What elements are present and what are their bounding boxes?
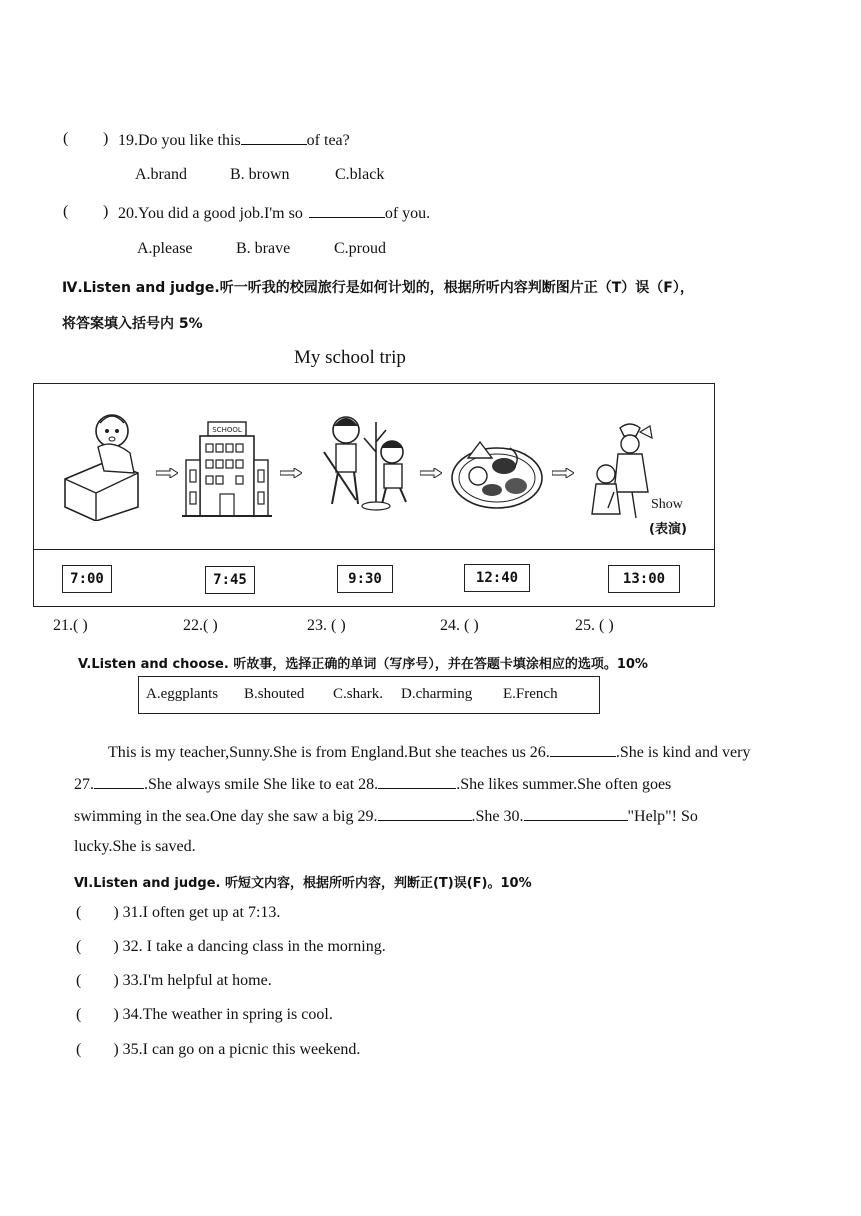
q19-option-c[interactable]: C.black (335, 166, 385, 183)
planting-trees-icon (316, 412, 416, 512)
q20-option-a[interactable]: A.please (137, 240, 193, 257)
section-6-title-cn: 听短文内容，根据所听内容，判断正(T)误(F)。10% (220, 876, 532, 891)
paren-open[interactable]: ( (76, 1006, 82, 1023)
q19-option-a[interactable]: A.brand (135, 166, 187, 183)
word-a: A.eggplants (146, 686, 219, 702)
trip-divider (34, 549, 714, 550)
school-building-icon (182, 420, 272, 520)
story-text: swimming in the sea.One day she saw a big 29. (74, 808, 378, 825)
q20-suffix: of you. (384, 205, 431, 222)
story-text: .She is kind and very (615, 744, 751, 761)
section-4-title-en: Ⅳ.Listen and judge. (62, 280, 220, 296)
show-label: Show (651, 497, 683, 512)
section-4-title (62, 277, 694, 297)
q19-option-b[interactable]: B. brown (230, 166, 290, 183)
arrow-right-icon (280, 468, 302, 478)
section-5-title (78, 653, 648, 672)
paren-close: ) (113, 972, 119, 989)
q20-option-c[interactable]: C.proud (334, 240, 386, 257)
time-box-5: 13:00 (608, 565, 680, 593)
paren-open[interactable]: ( (76, 938, 82, 955)
judge-item-35 (76, 1041, 360, 1059)
section-6-title (74, 872, 532, 891)
story-text: 27. (74, 776, 94, 793)
blank-28[interactable] (378, 774, 456, 789)
section-6-title-en: Ⅵ.Listen and judge. (74, 876, 221, 891)
section-5-title-en: V.Listen and choose. (78, 657, 229, 672)
paren-close: ) (113, 1006, 119, 1023)
judge-item-34 (76, 1006, 333, 1024)
q19-prefix: 19.Do you like this (118, 132, 241, 149)
item-text: 31.I often get up at 7:13. (122, 904, 281, 921)
show-performers-icon (584, 422, 654, 522)
blank-27[interactable] (94, 774, 144, 789)
paren-open[interactable]: ( (76, 1041, 82, 1058)
arrow-right-icon (156, 468, 178, 478)
word-bank (138, 676, 600, 714)
story-text: .She always smile She like to eat 28. (144, 776, 379, 793)
judge-item-32 (76, 938, 386, 956)
answer-23[interactable]: 23. ( ) (307, 617, 346, 634)
arrow-right-icon (420, 468, 442, 478)
question-20 (118, 203, 430, 223)
judge-item-33 (76, 972, 272, 990)
paren-close: ) (113, 904, 119, 921)
section-4-title-cn: 听一听我的校园旅行是如何计划的，根据所听内容判断图片正（T）误（F）， (219, 280, 694, 296)
item-text: 32. I take a dancing class in the morning. (122, 938, 386, 955)
word-b: B.shouted (244, 686, 305, 702)
story-text: .She 30. (471, 808, 524, 825)
q19-paren-open: ( (63, 130, 69, 147)
q20-blank[interactable] (309, 203, 385, 218)
story-text: .She likes summer.She often goes (456, 776, 672, 793)
q20-paren-open: ( (63, 203, 69, 220)
item-text: 33.I'm helpful at home. (122, 972, 272, 989)
time-box-4: 12:40 (464, 564, 530, 592)
q19-suffix: of tea? (306, 132, 350, 149)
section-4-title-line2: 将答案填入括号内 5% (62, 316, 203, 332)
answer-22[interactable]: 22.( ) (183, 617, 218, 634)
word-e: E.French (503, 686, 558, 702)
q19-paren-close: ) (103, 130, 109, 147)
q20-paren-close: ) (103, 203, 109, 220)
time-box-3: 9:30 (337, 565, 393, 593)
answer-21[interactable]: 21.( ) (53, 617, 88, 634)
question-19 (118, 130, 350, 150)
item-text: 34.The weather in spring is cool. (122, 1006, 333, 1023)
trip-heading: My school trip (294, 347, 406, 368)
time-box-1: 7:00 (62, 565, 112, 593)
blank-30[interactable] (524, 806, 628, 821)
arrow-right-icon (552, 468, 574, 478)
paren-open[interactable]: ( (76, 904, 82, 921)
paren-close: ) (113, 1041, 119, 1058)
story-line-2 (74, 774, 671, 794)
time-box-2: 7:45 (205, 566, 255, 594)
q20-option-b[interactable]: B. brave (236, 240, 291, 257)
food-plate-icon (450, 428, 544, 510)
q19-blank[interactable] (241, 130, 307, 145)
word-c: C.shark. (333, 686, 383, 702)
show-label-cn: (表演) (649, 522, 687, 537)
blank-26[interactable] (550, 742, 616, 757)
school-trip-panel (33, 383, 715, 607)
story-text: "Help"! So (627, 808, 698, 825)
story-text: This is my teacher,Sunny.She is from England.But she teaches us 26. (108, 744, 550, 761)
q20-prefix: 20.You did a good job.I'm so (118, 205, 303, 222)
answer-24[interactable]: 24. ( ) (440, 617, 479, 634)
paren-open[interactable]: ( (76, 972, 82, 989)
paren-close: ) (113, 938, 119, 955)
story-line-1 (108, 742, 750, 762)
bed-wakeup-icon (60, 409, 150, 521)
section-5-title-cn: 听故事，选择正确的单词（写序号），并在答题卡填涂相应的选项。10% (228, 657, 648, 672)
school-sign: SCHOOL (212, 426, 242, 434)
judge-item-31 (76, 904, 280, 922)
word-d: D.charming (401, 686, 473, 702)
blank-29[interactable] (378, 806, 472, 821)
story-line-4: lucky.She is saved. (74, 838, 196, 855)
answer-25[interactable]: 25. ( ) (575, 617, 614, 634)
item-text: 35.I can go on a picnic this weekend. (122, 1041, 361, 1058)
story-line-3 (74, 806, 698, 826)
